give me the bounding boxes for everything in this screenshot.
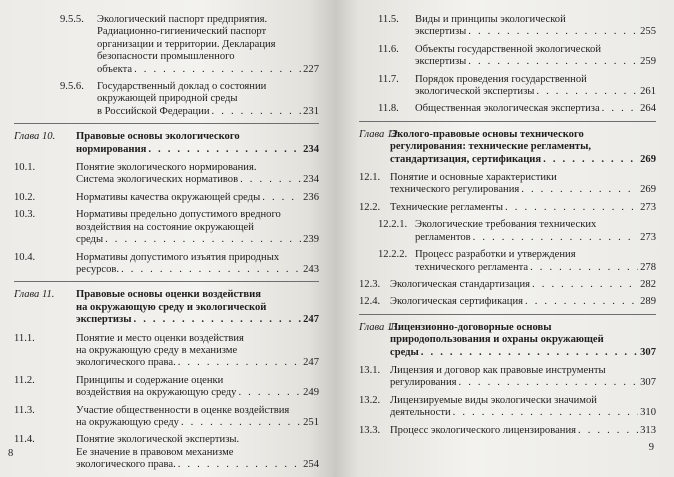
entry-title-line: Лицензия и договор как правовые инструменты	[390, 364, 606, 376]
toc-entry[interactable]	[14, 192, 319, 204]
entry-page-number: 307	[640, 346, 656, 358]
entry-last-line	[390, 407, 656, 419]
entry-title-line: Порядок проведения государственной	[415, 73, 587, 85]
entry-number: 13.3.	[359, 424, 381, 436]
entry-page-number: 247	[303, 314, 319, 326]
right-page	[335, 0, 674, 477]
dot-leader	[134, 314, 302, 326]
entry-page-number: 269	[640, 184, 656, 196]
entry-title-line: Процесс экологического лицензирования	[390, 424, 576, 436]
entry-page-number: 254	[303, 459, 319, 471]
entry-last-line	[390, 154, 656, 166]
entry-number: 13.1.	[359, 364, 381, 376]
entry-title-line: Правовые основы оценки воздействия	[76, 289, 261, 301]
entry-number: 12.2.	[359, 201, 381, 213]
dot-leader	[468, 56, 638, 68]
entry-title-line: Государственный доклад о состоянии	[97, 81, 267, 93]
entry-title-line: Процесс разработки и утверждения	[415, 249, 576, 261]
dot-leader	[505, 202, 638, 214]
entry-title-line: Понятие экологической экспертизы.	[76, 434, 240, 446]
entry-title	[74, 162, 319, 187]
entry-title	[387, 425, 656, 437]
entry-last-line	[390, 279, 656, 291]
entry-number: 11.7.	[378, 73, 399, 85]
entry-title-line: Экологический паспорт предприятия.	[97, 14, 268, 25]
entry-title-line: Понятие и основные характеристики	[390, 172, 557, 184]
entry-title	[411, 44, 656, 69]
entry-page-number: 231	[303, 105, 319, 117]
entry-title-line: природопользования и охраны окружающей	[390, 334, 604, 346]
toc-entry[interactable]	[359, 365, 656, 390]
entry-title-line: Нормативы допустимого изъятия природных	[76, 251, 280, 263]
dot-leader	[148, 144, 301, 156]
left-page	[0, 0, 335, 477]
dot-leader	[459, 377, 639, 389]
entry-title-line: экспертизы	[415, 56, 467, 68]
dot-leader	[521, 184, 638, 196]
toc-entry[interactable]	[14, 209, 319, 246]
entry-title	[411, 249, 656, 274]
entry-page-number: 251	[303, 416, 319, 428]
entry-page-number: 234	[303, 143, 319, 155]
entry-page-number: 249	[303, 387, 319, 399]
entry-number: 12.2.2.	[378, 249, 408, 261]
entry-title-line: регулирования	[390, 377, 457, 389]
entry-page-number: 278	[640, 261, 656, 273]
entry-last-line	[76, 459, 319, 471]
entry-number: 12.4.	[359, 296, 381, 308]
dot-leader	[134, 64, 301, 76]
toc-entry[interactable]	[14, 405, 319, 430]
entry-title	[74, 434, 319, 471]
entry-title-line: Правовые основы экологического	[76, 131, 240, 143]
entry-title	[74, 405, 319, 430]
toc-entry[interactable]	[359, 219, 656, 244]
dot-leader	[238, 387, 301, 399]
entry-number: 10.3.	[14, 209, 36, 221]
entry-title-line: экологического права.	[76, 357, 176, 369]
entry-title-line: организации и территории. Декларация	[97, 38, 276, 50]
entry-page-number: 255	[640, 26, 656, 38]
dot-leader	[105, 234, 301, 246]
toc-chapter[interactable]	[359, 129, 656, 166]
toc-entry[interactable]	[359, 44, 656, 69]
entry-number: 9.5.6.	[60, 81, 84, 93]
entry-number: 12.3.	[359, 278, 381, 290]
entry-title-line: Нормативы предельно допустимого вредного	[76, 209, 281, 221]
entry-title-line: экологической экспертизы	[415, 86, 535, 98]
entry-title-line: Экологическая стандартизация	[390, 278, 531, 290]
entry-title-line: окружающей природной среды	[97, 93, 238, 105]
dot-leader	[178, 357, 301, 369]
entry-title-line: Участие общественности в оценке воздействия	[76, 404, 290, 416]
toc-entry[interactable]	[14, 162, 319, 187]
entry-title-line: Понятие и место оценки воздействия	[76, 332, 244, 344]
entry-number: 11.4.	[14, 434, 35, 446]
entry-last-line	[76, 387, 319, 399]
toc-entry[interactable]	[359, 103, 656, 115]
toc-entry[interactable]	[14, 434, 319, 471]
dot-leader	[240, 174, 301, 186]
entry-title-line: Принципы и содержание оценки	[76, 374, 224, 386]
entry-title	[387, 296, 656, 308]
entry-title	[387, 279, 656, 291]
entry-title-line: Объекты государственной экологической	[415, 43, 601, 55]
dot-leader	[532, 279, 638, 291]
entry-title-line: деятельности	[390, 407, 451, 419]
entry-page-number: 264	[640, 103, 656, 115]
entry-title-line: Эколого-правовые основы технического	[390, 128, 584, 140]
entry-page-number: 236	[303, 191, 319, 203]
entry-title-line: в Российской Федерации	[97, 105, 210, 117]
entry-title	[411, 103, 656, 115]
entry-number: 11.6.	[378, 43, 399, 55]
entry-last-line	[97, 64, 319, 76]
entry-last-line	[76, 314, 319, 326]
dot-leader	[536, 86, 638, 98]
entry-title	[411, 74, 656, 99]
entry-title	[387, 172, 656, 197]
entry-last-line	[76, 264, 319, 276]
entry-title-line: нормирования	[76, 143, 147, 155]
entry-title-line: Лицензируемые виды экологически значимой	[390, 394, 597, 406]
entry-title-line: экспертизы	[415, 26, 467, 38]
toc-entry[interactable]	[14, 252, 319, 277]
dot-leader	[262, 192, 301, 204]
entry-last-line	[415, 262, 656, 274]
entry-title-line: Экологическая сертификация	[390, 296, 523, 308]
dot-leader	[178, 459, 301, 471]
chapter-divider	[359, 314, 656, 315]
entry-page-number: 273	[640, 231, 656, 243]
entry-title	[74, 192, 319, 204]
dot-leader	[421, 347, 638, 359]
entry-title-line: ресурсов.	[76, 263, 120, 275]
toc-entry[interactable]	[359, 249, 656, 274]
entry-number: 10.1.	[14, 162, 36, 174]
entry-title-line: Экологические требования технических	[415, 219, 597, 231]
entry-title	[74, 131, 319, 156]
entry-title-line: Технические регламенты	[390, 201, 504, 213]
entry-title	[74, 209, 319, 246]
entry-page-number: 259	[640, 56, 656, 68]
toc-entry[interactable]	[359, 296, 656, 308]
entry-number: 9.5.5.	[60, 14, 84, 25]
entry-title-line: на окружающую среду в механизме	[76, 344, 238, 356]
entry-title-line: среды	[76, 234, 104, 246]
dot-leader	[121, 264, 301, 276]
entry-number: 10.2.	[14, 191, 36, 203]
toc-entry[interactable]	[359, 202, 656, 214]
entry-title-line: Общественная экологическая экспертиза	[415, 103, 600, 115]
entry-title-line: стандартизация, сертификация	[390, 153, 542, 165]
entry-number: 11.2.	[14, 374, 35, 386]
entry-number: 11.5.	[378, 14, 399, 25]
dot-leader	[530, 262, 638, 274]
entry-last-line	[390, 425, 656, 437]
entry-title-line: технического регламента	[415, 261, 529, 273]
dot-leader	[212, 106, 302, 118]
entry-last-line	[76, 357, 319, 369]
entry-title	[74, 252, 319, 277]
entry-title	[74, 289, 319, 326]
entry-title-line: технического регулирования	[390, 184, 520, 196]
entry-page-number: 273	[640, 201, 656, 213]
entry-title-line: Система экологических нормативов	[76, 174, 239, 186]
entry-title	[74, 375, 319, 400]
dot-leader	[468, 26, 638, 38]
toc-entry[interactable]	[14, 333, 319, 370]
toc-entry[interactable]	[359, 172, 656, 197]
entry-last-line	[415, 86, 656, 98]
entry-title-line: воздействия на состояние окружающей	[76, 221, 254, 233]
dot-leader	[602, 103, 638, 115]
dot-leader	[543, 154, 638, 166]
chapter-label: Глава 11.	[14, 289, 55, 301]
toc-entry[interactable]	[14, 14, 319, 76]
toc-right	[359, 14, 656, 442]
entry-page-number: 243	[303, 263, 319, 275]
entry-page-number: 289	[640, 296, 656, 308]
chapter-divider	[14, 123, 319, 124]
dot-leader	[578, 425, 638, 437]
toc-chapter[interactable]	[359, 322, 656, 359]
entry-number: 12.2.1.	[378, 219, 408, 231]
entry-last-line	[390, 184, 656, 196]
entry-number: 11.8.	[378, 103, 399, 115]
entry-title-line: безопасности промышленного	[97, 51, 235, 63]
entry-title-line: регулирования: технические регламенты,	[390, 141, 592, 153]
dot-leader	[525, 296, 638, 308]
toc-entry[interactable]	[359, 425, 656, 437]
entry-page-number: 269	[640, 153, 656, 165]
entry-title-line: Радиационно-гигиенический паспорт	[97, 26, 267, 38]
entry-title	[93, 81, 319, 118]
toc-entry[interactable]	[359, 395, 656, 420]
entry-title-line: Виды и принципы экологической	[415, 14, 566, 25]
dot-leader	[473, 232, 638, 244]
entry-last-line	[76, 417, 319, 429]
entry-title	[387, 202, 656, 214]
entry-number: 10.4.	[14, 251, 36, 263]
entry-last-line	[415, 56, 656, 68]
entry-page-number: 234	[303, 174, 319, 186]
entry-title-line: Ее значение в правовом механизме	[76, 446, 234, 458]
entry-number: 11.3.	[14, 404, 35, 416]
entry-title	[387, 395, 656, 420]
entry-title-line: на окружающую среду и экологической	[76, 301, 267, 313]
dot-leader	[453, 407, 638, 419]
entry-title-line: экспертизы	[76, 314, 132, 326]
chapter-divider	[359, 121, 656, 122]
entry-title-line: Понятие экологического нормирования.	[76, 162, 257, 174]
entry-title-line: Лицензионно-договорные основы	[390, 321, 552, 333]
entry-title-line: объекта	[97, 63, 133, 75]
entry-last-line	[415, 103, 656, 115]
entry-last-line	[76, 234, 319, 246]
entry-last-line	[97, 106, 319, 118]
entry-title	[93, 14, 319, 76]
entry-number: 11.1.	[14, 332, 35, 344]
entry-title	[387, 365, 656, 390]
toc-entry[interactable]	[359, 279, 656, 291]
entry-page-number: 227	[303, 63, 319, 75]
entry-title-line: регламентов	[415, 231, 471, 243]
page-number-right: 9	[648, 442, 654, 453]
toc-entry[interactable]	[359, 74, 656, 99]
dot-leader	[181, 417, 301, 429]
entry-number: 12.1.	[359, 172, 381, 184]
entry-last-line	[76, 174, 319, 186]
entry-number: 13.2.	[359, 394, 381, 406]
entry-page-number: 239	[303, 234, 319, 246]
entry-page-number: 247	[303, 357, 319, 369]
entry-page-number: 313	[640, 424, 656, 436]
entry-page-number: 310	[640, 407, 656, 419]
toc-entry[interactable]	[359, 14, 656, 39]
page-number-left: 8	[8, 448, 14, 459]
entry-title-line: экологического права.	[76, 459, 176, 471]
toc-entry[interactable]	[14, 375, 319, 400]
entry-page-number: 307	[640, 377, 656, 389]
toc-chapter[interactable]	[14, 131, 319, 156]
entry-page-number: 282	[640, 278, 656, 290]
entry-last-line	[390, 202, 656, 214]
entry-last-line	[415, 232, 656, 244]
entry-title	[411, 14, 656, 39]
entry-title	[387, 129, 656, 166]
entry-title-line: Нормативы качества окружающей среды	[76, 191, 261, 203]
entry-title-line: на окружающую среду	[76, 416, 179, 428]
toc-chapter[interactable]	[14, 289, 319, 326]
entry-title-line: воздействия на окружающую среду	[76, 387, 237, 399]
chapter-label: Глава 12.	[359, 128, 401, 140]
entry-last-line	[390, 377, 656, 389]
entry-title-line: среды	[390, 346, 419, 358]
entry-last-line	[390, 296, 656, 308]
entry-title	[387, 322, 656, 359]
chapter-label: Глава 10.	[14, 131, 56, 143]
entry-title	[74, 333, 319, 370]
chapter-label: Глава 13.	[359, 321, 401, 333]
chapter-divider	[14, 281, 319, 282]
toc-entry[interactable]	[14, 81, 319, 118]
toc-left	[14, 14, 319, 477]
entry-last-line	[76, 192, 319, 204]
entry-last-line	[390, 347, 656, 359]
entry-last-line	[415, 26, 656, 38]
entry-last-line	[76, 144, 319, 156]
entry-title	[411, 219, 656, 244]
entry-page-number: 261	[640, 86, 656, 98]
